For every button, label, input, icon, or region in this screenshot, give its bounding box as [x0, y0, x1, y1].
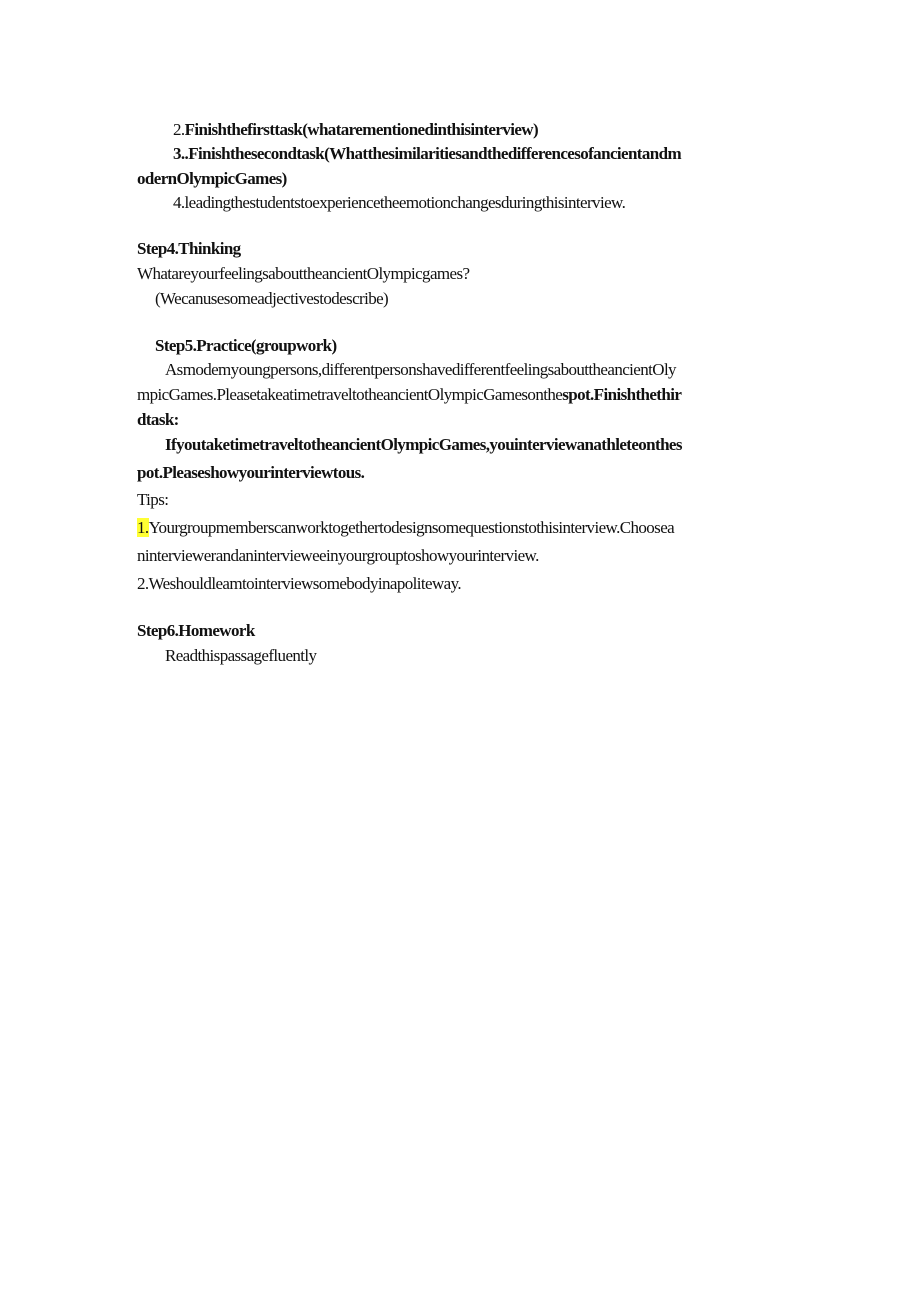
- tip-1-line1: [137, 517, 674, 539]
- step6-heading: Step6.Homework: [137, 621, 255, 640]
- step4-hint: (Wecanusesomeadjectivestodescribe): [155, 289, 389, 308]
- step4-heading: Step4.Thinking: [137, 239, 241, 258]
- step5-para1-line3: dtask:: [137, 410, 179, 429]
- step3-item-3-line2: odernOlympicGames): [137, 169, 287, 188]
- step5-heading: Step5.Practice(groupwork): [155, 336, 337, 355]
- tip-1-number-highlight: 1.: [137, 518, 149, 537]
- para1-normal-text: mpicGames.PleasetakeatimetraveltotheancientOlympicGamesonthe: [137, 385, 563, 404]
- step3-item-4: 4.leadingthestudentstoexperiencetheemotionchangesduringthisinterview.: [173, 193, 626, 212]
- para1-bold-text: spot.Finishthethir: [562, 385, 682, 404]
- step3-item-2: [173, 119, 538, 141]
- tip-1-line2: ninterviewerandanintervieweeinyourgrouptoshowyourinterview.: [137, 546, 539, 565]
- step5-para2-line2: pot.Pleaseshowyourinterviewtous.: [137, 463, 365, 482]
- tips-label: Tips:: [137, 490, 169, 509]
- item-number: 2.: [173, 120, 185, 139]
- step3-item-3-line1: 3..Finishthesecondtask(Whatthesimilaritiesandthedifferencesofancientandm: [173, 144, 682, 163]
- item-text: Finishthefirsttask(whatarementionedinthisinterview): [184, 120, 539, 139]
- tip-1-text: Yourgroupmemberscanworktogethertodesignsomequestionstothisinterview.Choosea: [148, 518, 675, 537]
- step5-para2-line1: IfyoutaketimetraveltotheancientOlympicGames,youinterviewanathleteonthes: [165, 435, 682, 454]
- step6-text: Readthispassagefluently: [165, 646, 317, 665]
- tip-2: 2.Weshouldleamtointerviewsomebodyinapoliteway.: [137, 574, 462, 593]
- step4-question: WhatareyourfeelingsabouttheancientOlympicgames?: [137, 264, 470, 283]
- step5-para1-line2: [137, 384, 681, 406]
- step5-para1-line1: Asmodemyoungpersons,differentpersonshavedifferentfeelingsabouttheancientOly: [165, 360, 676, 379]
